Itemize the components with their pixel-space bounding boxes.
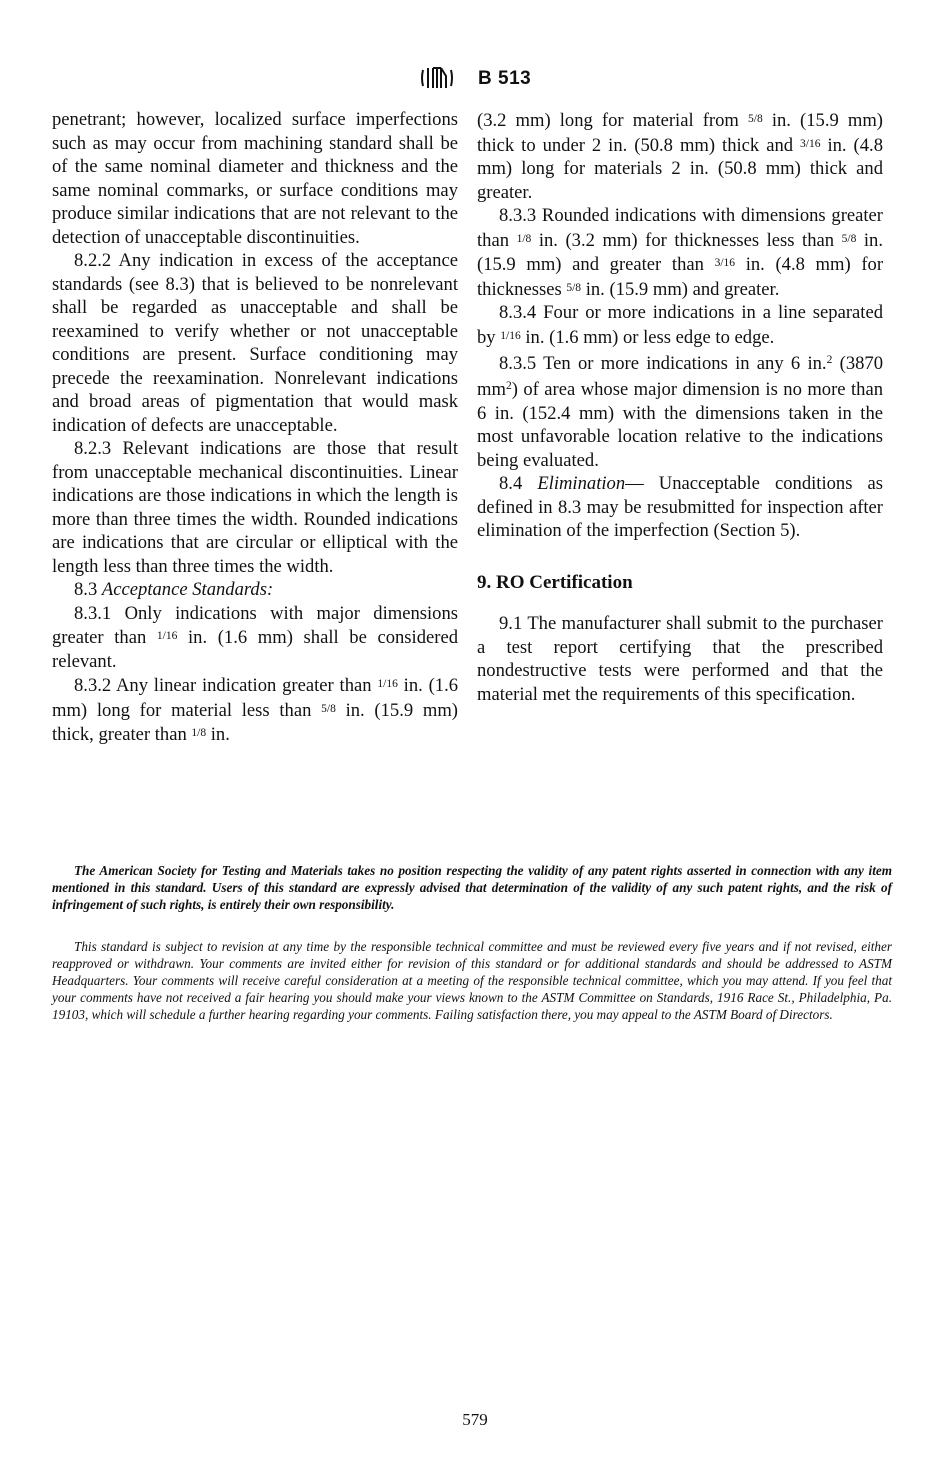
section-heading: 9. RO Certification [477,571,633,593]
text-run: (3870 mm [477,352,884,401]
paragraph-8-2-3: 8.2.3 Relevant indications are those that result from unacceptable mechanical discontinuities. Linear indications are those indications in which the length is more than three times the width. Rounded indications are indications that are circular or elliptical with the length less than three times the width. [52,438,458,577]
text-run: in. (3.2 mm) for thicknesses less than [531,229,842,251]
patent-notice: The American Society for Testing and Materials takes no position respecting the validity of any patent rights asserted in connection with any item mentioned in this standard. Users of this standard are expressly advised that determination of the validity of any such patent rights, and the risk of infringement of such rights, is entirely their own responsibility. [52,863,892,912]
text-run: in. (4.8 mm) long for materials 2 in. (50.8 mm) thick and greater. [477,134,883,203]
text-run: in. (15.9 mm) thick to under 2 in. (50.8 mm) thick and [477,110,884,156]
paragraph-continuation: penetrant; however, localized surface imperfections such as may occur from machining standard shall be of the same nominal diameter and thickness and the same nominal commarks, or surface conditions may produce similar indications that are not relevant to the detection of unacceptable discontinuities. [52,109,458,248]
paragraph-8-4 [477,472,883,543]
text-run: in. (15.9 mm) and greater. [581,278,780,300]
fraction: 3/16 [714,257,736,270]
text-run: (3.2 mm) long for material from [477,110,748,132]
text-run: 8.3.2 Any linear indication greater than [74,675,378,697]
text-run: in. [206,724,230,746]
superscript: 2 [826,354,833,367]
text-run: ) of area whose major dimension is no more than 6 in. (152.4 mm) with the dimensions taken in the most unfavorable location relative to the indications being evaluated. [477,379,883,471]
astm-logo-icon [420,64,454,92]
fraction: 5/8 [841,232,857,245]
fraction: 1/16 [500,329,521,342]
paragraph-8-3-3 [477,204,883,301]
paragraph-8-2-2: 8.2.2 Any indication in excess of the acceptance standards (see 8.3) that is believed to be nonrelevant shall be regarded as unacceptable and shall be reexamined to verify whether or not unacceptable conditions are present. Surface conditioning may precede the reexamination. Nonrelevant indications and broad areas of pigmentation that would mask indication of defects are unacceptable. [52,250,458,436]
paragraph-8-3-4 [477,301,883,349]
fraction: 1/8 [516,232,532,245]
section-number: 8.3 [74,579,98,600]
superscript: 2 [505,380,512,393]
fraction: 3/16 [800,137,821,150]
paragraph-8-3-2-continuation [477,108,883,204]
fraction: 1/16 [156,630,178,642]
text-run: — Unacceptable conditions as defined in 8.3 may be resubmitted for inspection after elimination of the imperfection (Section 5). [477,473,883,542]
left-column [52,108,458,747]
paragraph-9-1: 9.1 The manufacturer shall submit to the purchaser a test report certifying that the prescribed nondestructive tests were performed and that the material met the requirements of this specification. [477,613,883,705]
section-title: Elimination [537,473,626,495]
paragraph-8-3-2 [52,673,458,747]
text-run: 8.3.5 Ten or more indications in any 6 in. [499,352,827,374]
section-number: 8.4 [499,473,523,495]
fraction: 1/8 [191,727,207,740]
page-number: 579 [462,1410,488,1429]
paragraph-8-3 [52,578,458,602]
text-run: in. (15.9 mm) and greater than [477,229,883,276]
page-header [0,62,950,94]
text-run: in. (15.9 mm) thick, greater than [52,699,459,746]
paragraph-8-3-5 [477,349,883,472]
right-column [477,108,883,706]
paragraph-8-3-1 [52,602,458,674]
text-run: in. (4.8 mm) for thicknesses [477,254,884,300]
fraction: 5/8 [566,281,582,294]
text-run: 8.3.3 Rounded indications with dimensions greater than [477,205,883,251]
text-run: in. (1.6 mm) long for material less than [52,675,459,721]
fraction: 5/8 [748,113,763,125]
revision-notice: This standard is subject to revision at any time by the responsible technical committee and must be reviewed every five years and if not revised, either reapproved or withdrawn. Your comments are invited either for revision of this standard or for additional standards and should be addressed to ASTM Headquarters. Your comments will receive careful consideration at a meeting of the responsible technical committee, which you may attend. If you feel that your comments have not received a fair hearing you should make your views known to the ASTM Committee on Standards, 1916 Race St., Philadelphia, Pa. 19103, which will schedule a further hearing regarding your comments. Failing satisfaction there, you may appeal to the ASTM Board of Directors. [52,939,892,1022]
section-title: Acceptance Standards: [101,579,274,600]
text-run: 8.3.1 Only indications with major dimensions greater than [52,602,458,649]
text-run: 8.3.4 Four or more indications in a line separated by [477,302,883,348]
text-run: in. (1.6 mm) or less edge to edge. [520,326,775,348]
standard-designation: B 513 [478,68,532,89]
text-run: in. (1.6 mm) shall be considered relevant. [52,627,458,672]
fraction: 1/16 [377,678,398,691]
fraction: 5/8 [321,702,336,715]
